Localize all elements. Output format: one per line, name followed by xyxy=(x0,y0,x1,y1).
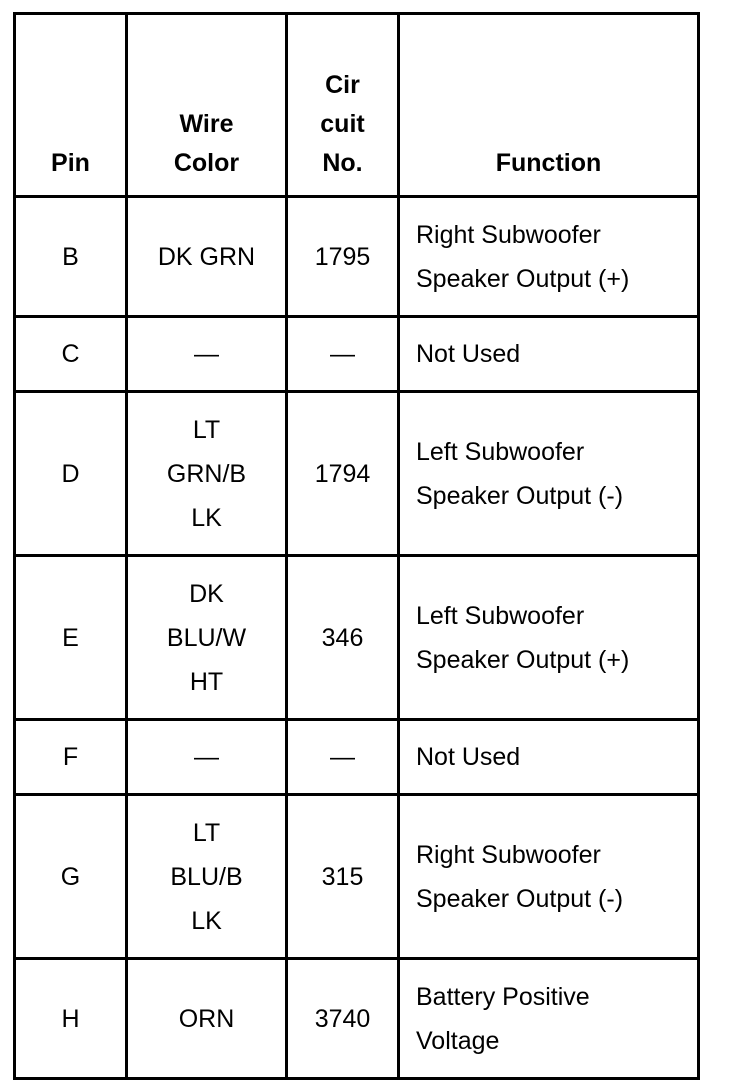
cell-wire-color: LT GRN/B LK xyxy=(127,392,287,556)
cell-function: Battery Positive Voltage xyxy=(399,959,699,1079)
cell-wire-color: LT BLU/B LK xyxy=(127,795,287,959)
header-wire-color-line: Color xyxy=(173,149,240,177)
header-wire-color xyxy=(127,14,287,197)
cell-function: Left Subwoofer Speaker Output (-) xyxy=(399,392,699,556)
table-row xyxy=(15,392,699,556)
table-row xyxy=(15,795,699,959)
connector-pinout-table xyxy=(13,12,700,1080)
cell-circuit: 1795 xyxy=(287,197,399,317)
table-header-row xyxy=(15,14,699,197)
table-row xyxy=(15,317,699,392)
header-circuit-line: cuit xyxy=(320,110,365,138)
cell-function: Right Subwoofer Speaker Output (-) xyxy=(399,795,699,959)
cell-wire-color: — xyxy=(127,317,287,392)
cell-pin: B xyxy=(15,197,127,317)
cell-pin: G xyxy=(15,795,127,959)
header-wire-color-line: Wire xyxy=(179,110,234,138)
header-function: Function xyxy=(399,14,699,197)
table-row xyxy=(15,556,699,720)
cell-circuit: 3740 xyxy=(287,959,399,1079)
header-pin: Pin xyxy=(15,14,127,197)
cell-circuit: 346 xyxy=(287,556,399,720)
table-row xyxy=(15,197,699,317)
cell-pin: F xyxy=(15,720,127,795)
table-row xyxy=(15,720,699,795)
cell-circuit: 315 xyxy=(287,795,399,959)
header-circuit-line: No. xyxy=(322,149,363,177)
cell-wire-color: ORN xyxy=(127,959,287,1079)
cell-circuit: 1794 xyxy=(287,392,399,556)
cell-pin: C xyxy=(15,317,127,392)
cell-function: Left Subwoofer Speaker Output (+) xyxy=(399,556,699,720)
cell-pin: E xyxy=(15,556,127,720)
cell-circuit: — xyxy=(287,317,399,392)
cell-circuit: — xyxy=(287,720,399,795)
cell-function: Right Subwoofer Speaker Output (+) xyxy=(399,197,699,317)
cell-pin: H xyxy=(15,959,127,1079)
cell-function: Not Used xyxy=(399,317,699,392)
header-circuit-line: Cir xyxy=(325,71,360,99)
cell-wire-color: DK GRN xyxy=(127,197,287,317)
cell-wire-color: — xyxy=(127,720,287,795)
table-row xyxy=(15,959,699,1079)
header-circuit-no xyxy=(287,14,399,197)
cell-wire-color: DK BLU/W HT xyxy=(127,556,287,720)
cell-function: Not Used xyxy=(399,720,699,795)
cell-pin: D xyxy=(15,392,127,556)
